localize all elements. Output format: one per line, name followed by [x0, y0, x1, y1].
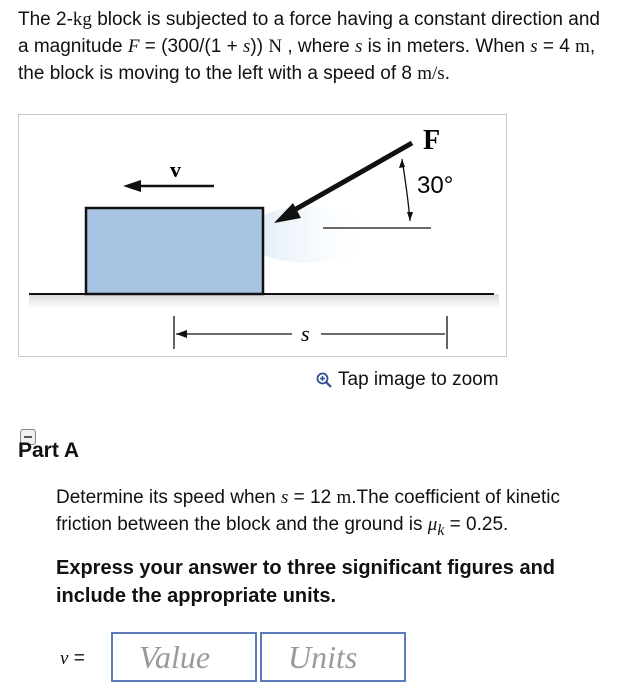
- force-label: F: [423, 125, 441, 156]
- angle-arrow-bottom: [407, 212, 413, 221]
- block-diagram: [19, 115, 506, 356]
- angle-label: 30°: [417, 172, 454, 199]
- distance-label: s: [301, 321, 310, 346]
- dimension-arrow-left: [176, 330, 187, 338]
- zoom-in-icon: [316, 372, 332, 388]
- angle-arrow-top: [399, 159, 405, 168]
- zoom-link[interactable]: [316, 369, 499, 391]
- velocity-arrow-head: [123, 180, 141, 192]
- block: [86, 208, 263, 294]
- problem-statement: The 2-kg block is subjected to a force having a constant direction and a magnitude F = (300/(1 + s)) N , where s is in meters. When s = 4 m, the block is moving to the left with a speed of 8 m/s.: [18, 9, 600, 84]
- part-title: Part A: [18, 439, 80, 462]
- answer-variable-label: v =: [60, 648, 85, 669]
- angle-arc: [402, 159, 410, 221]
- units-input[interactable]: [260, 632, 406, 682]
- zoom-label: Tap image to zoom: [338, 369, 499, 390]
- velocity-label: v: [170, 157, 181, 182]
- ground-shadow: [29, 294, 499, 308]
- answer-instruction: Express your answer to three significant figures and include the appropriate units.: [56, 557, 556, 607]
- value-input[interactable]: [111, 632, 257, 682]
- question-text: Determine its speed when s = 12 m.The coefficient of kinetic friction between the block and the ground is $\mu_k = 0.25$.: [56, 487, 560, 539]
- force-arrow-shaft: [289, 143, 412, 213]
- problem-figure[interactable]: [18, 114, 507, 357]
